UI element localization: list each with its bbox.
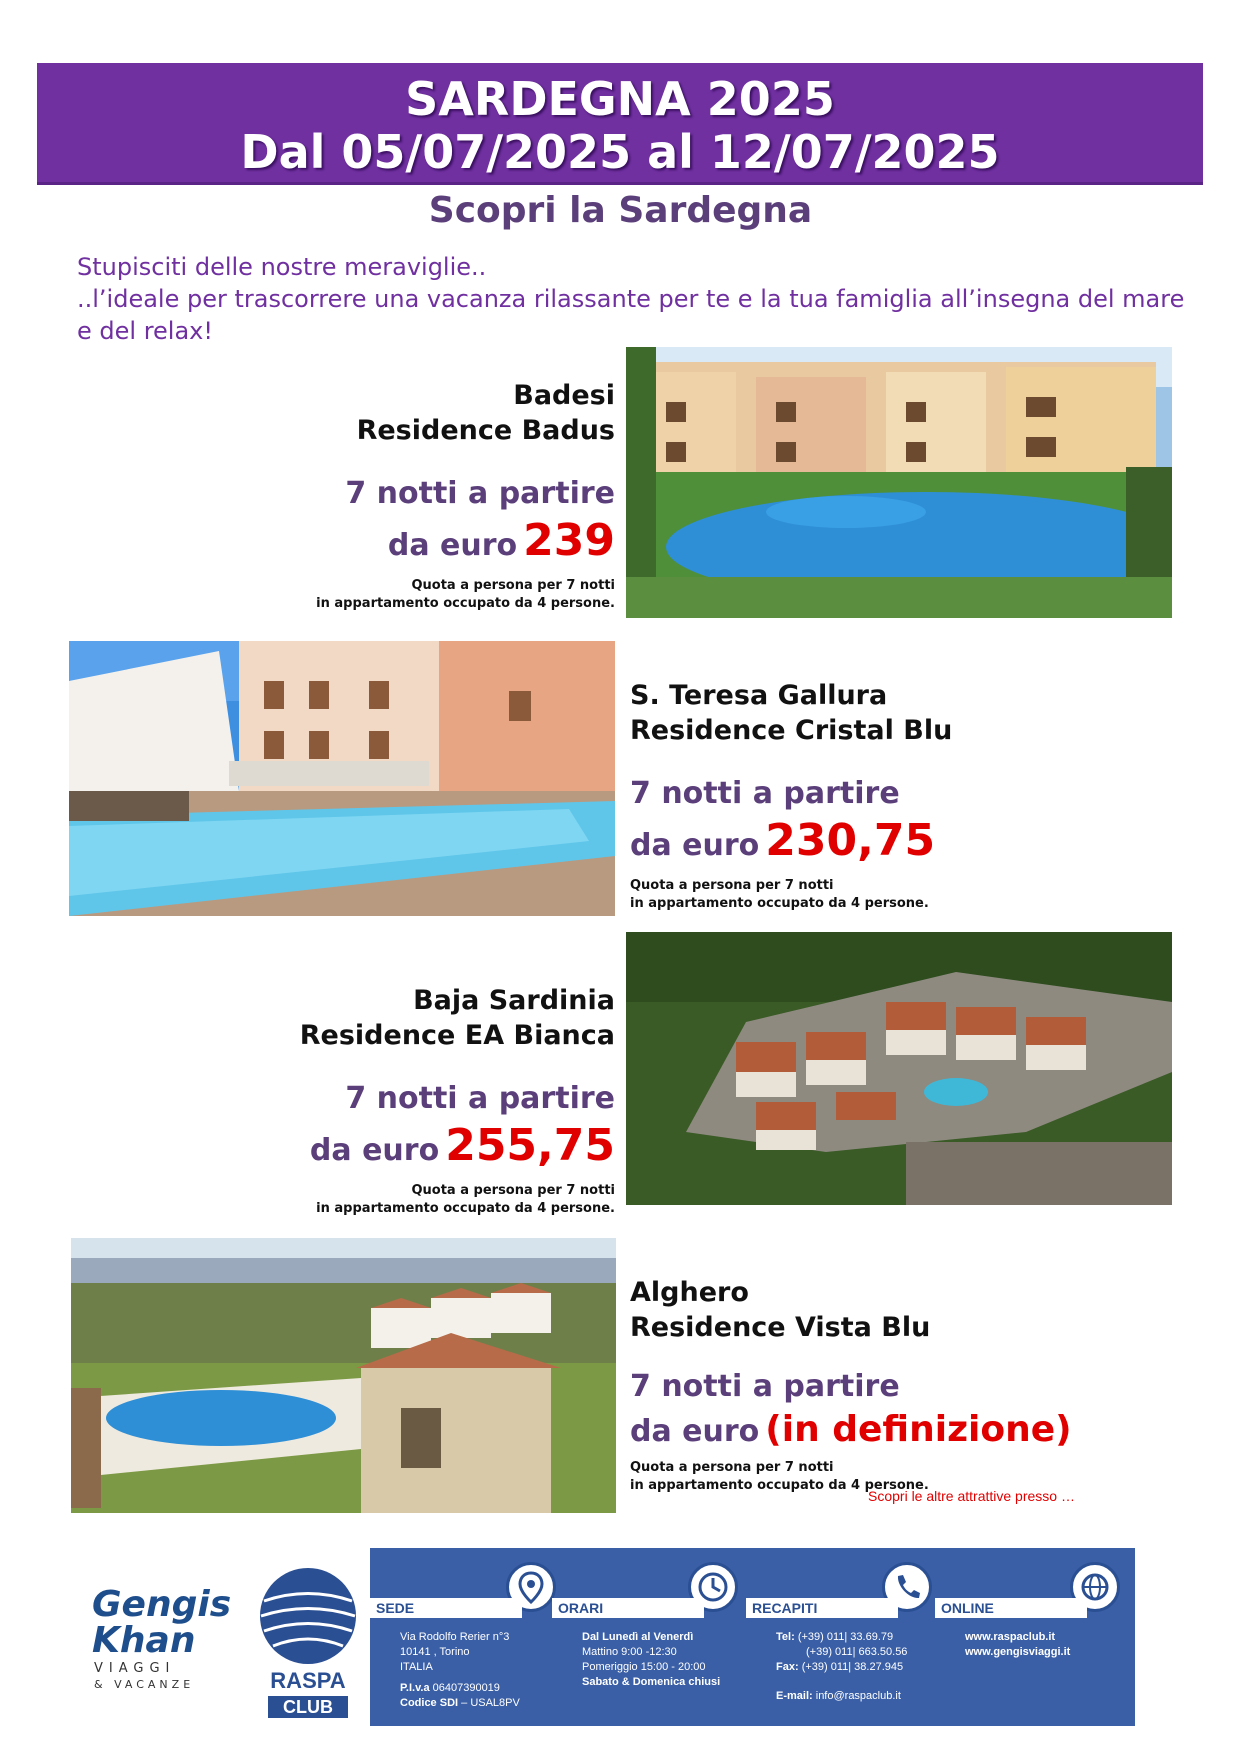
orari-line-2: Mattino 9:00 -12:30: [582, 1646, 677, 1658]
offer-residence: Residence Badus: [356, 415, 615, 446]
raspa-logo-line-2: CLUB: [268, 1696, 348, 1718]
offer-residence: Residence EA Bianca: [299, 1020, 615, 1051]
offer-note-line-1: Quota a persona per 7 notti: [630, 1460, 834, 1475]
logo-viaggi-text: VIAGGI: [94, 1661, 176, 1676]
date-range: Dal 05/07/2025 al 12/07/2025: [240, 125, 1000, 179]
offer-place: Baja Sardinia: [413, 985, 615, 1016]
raspa-club-logo: [258, 1566, 358, 1726]
offer-note-line-2: in appartamento occupato da 4 persone.: [630, 1478, 929, 1493]
offer-price: (in definizione): [765, 1409, 1072, 1450]
sede-address-3: ITALIA: [400, 1661, 433, 1673]
online-site-1[interactable]: www.raspaclub.it: [965, 1631, 1056, 1643]
offer-badesi: [240, 378, 615, 613]
offer-note-line-2: in appartamento occupato da 4 persone.: [630, 896, 929, 911]
offer-from-text: 7 notti a partire: [345, 1081, 615, 1116]
offer-note: [630, 877, 1170, 913]
offer-place: S. Teresa Gallura: [630, 680, 888, 711]
offer-price-line: [240, 1119, 615, 1178]
logo-gengis-text: Gengis: [92, 1584, 232, 1625]
footer-label-orari: ORARI: [552, 1598, 704, 1618]
offer-from-text: 7 notti a partire: [630, 1369, 900, 1404]
offer-price: 230,75: [765, 815, 936, 866]
footer-sede-text: [400, 1630, 550, 1711]
footer-label-sede: SEDE: [370, 1598, 522, 1618]
offer-place: Badesi: [513, 380, 615, 411]
recapiti-email[interactable]: E-mail: info@raspaclub.it: [776, 1690, 901, 1702]
intro-line-1: Stupisciti delle nostre meraviglie..: [77, 253, 487, 281]
offer-alghero: [630, 1275, 1190, 1495]
offer-note-line-1: Quota a persona per 7 notti: [411, 578, 615, 593]
offer-s-teresa-gallura: [630, 678, 1170, 913]
offer-price-line: [630, 814, 1170, 873]
offer-place: Alghero: [630, 1277, 749, 1308]
photo-residence-badus: [626, 347, 1172, 618]
recapiti-tel-2: (+39) 011| 663.50.56: [806, 1646, 908, 1658]
sede-piva: P.I.v.a 06407390019: [400, 1682, 500, 1694]
footer-orari-text: [582, 1630, 752, 1690]
logo-vacanze-text: & VACANZE: [94, 1678, 195, 1691]
offer-euro-label: da euro: [309, 1133, 440, 1168]
offer-price-line: [240, 514, 615, 573]
offer-price-line: [630, 1407, 1190, 1455]
offer-price: 239: [523, 515, 615, 566]
sede-address-2: 10141 , Torino: [400, 1646, 470, 1658]
offer-note-line-2: in appartamento occupato da 4 persone.: [316, 596, 615, 611]
logo-khan-text: Khan: [92, 1620, 196, 1661]
offer-note-line-1: Quota a persona per 7 notti: [630, 878, 834, 893]
recapiti-tel-1: Tel: (+39) 011| 33.69.79: [776, 1631, 894, 1643]
photo-residence-ea-bianca: [626, 932, 1172, 1205]
orari-line-4: Sabato & Domenica chiusi: [582, 1676, 721, 1688]
intro-text: [77, 251, 1187, 347]
contact-footer: [370, 1548, 1135, 1726]
raspa-club-globe-icon: [258, 1566, 358, 1666]
more-attractions-text: Scopri le altre attrattive presso …: [868, 1488, 1075, 1504]
page-subtitle: Scopri la Sardegna: [428, 190, 813, 231]
offer-note: [240, 1182, 615, 1218]
intro-line-2: ..l’ideale per trascorrere una vacanza rilassante per te e la tua famiglia all’insegna del mare e del relax!: [77, 285, 1185, 345]
gengis-khan-logo: [92, 1585, 231, 1693]
sede-address-1: Via Rodolfo Rerier n°3: [400, 1631, 510, 1643]
sede-sdi: Codice SDI – USAL8PV: [400, 1697, 520, 1709]
raspa-logo-line-1: RASPA: [270, 1668, 346, 1693]
offer-note-line-2: in appartamento occupato da 4 persone.: [316, 1201, 615, 1216]
offer-baja-sardinia: [240, 983, 615, 1218]
footer-label-online: ONLINE: [935, 1598, 1087, 1618]
photo-residence-cristal-blu: [69, 641, 615, 916]
offer-residence: Residence Cristal Blu: [630, 715, 953, 746]
offer-euro-label: da euro: [387, 528, 518, 563]
footer-label-recapiti: RECAPITI: [746, 1598, 898, 1618]
orari-line-3: Pomeriggio 15:00 - 20:00: [582, 1661, 706, 1673]
photo-residence-vista-blu: [71, 1238, 616, 1513]
raspa-logo-text: [258, 1670, 358, 1718]
footer-recapiti-text: [776, 1630, 951, 1704]
page-title: SARDEGNA 2025: [405, 72, 835, 126]
offer-from-text: 7 notti a partire: [345, 476, 615, 511]
recapiti-fax: Fax: (+39) 011| 38.27.945: [776, 1661, 904, 1673]
offer-note: [240, 577, 615, 613]
footer-online-text: [965, 1630, 1125, 1660]
orari-line-1: Dal Lunedì al Venerdì: [582, 1631, 694, 1643]
online-site-2[interactable]: www.gengisviaggi.it: [965, 1646, 1071, 1658]
title-banner: [37, 63, 1203, 185]
offer-euro-label: da euro: [630, 1414, 760, 1449]
offer-price: 255,75: [445, 1120, 615, 1171]
offer-from-text: 7 notti a partire: [630, 776, 900, 811]
offer-euro-label: da euro: [630, 828, 760, 863]
offer-note-line-1: Quota a persona per 7 notti: [411, 1183, 615, 1198]
offer-residence: Residence Vista Blu: [630, 1312, 931, 1343]
